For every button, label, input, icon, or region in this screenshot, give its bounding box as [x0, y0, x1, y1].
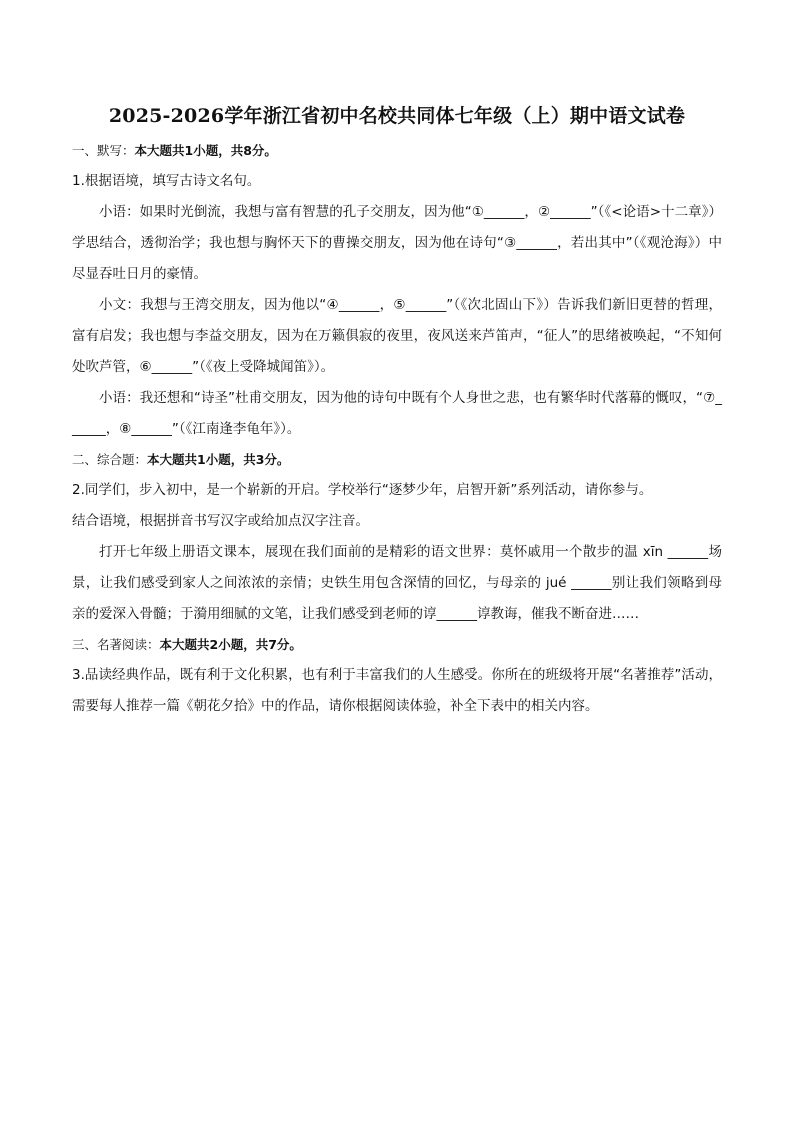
section-1-prefix: 一、默写：	[72, 143, 135, 158]
section-heading-2	[72, 445, 722, 475]
question-1-paragraph-1: 小语：如果时光倒流，我想与富有智慧的孔子交朋友，因为他“①______，②______”（《<论语>十二章》）学思结合，透彻治学；我也想与胸怀天下的曹操交朋友，因为他在诗句“③______，若出其中”（《观沧海》）中尽显吞吐日月的豪情。	[72, 204, 722, 282]
question-2-instruction: 结合语境，根据拼音书写汉字或给加点汉字注音。	[72, 513, 369, 529]
section-2-prefix: 二、综合题：	[72, 452, 148, 467]
section-3-prefix: 三、名著阅读：	[72, 637, 160, 652]
question-3: 3.品读经典作品，既有利于文化积累，也有利于丰富我们的人生感受。你所在的班级将开展“名著推荐”活动，需要每人推荐一篇《朝花夕拾》中的作品，请你根据阅读体验，补全下表中的相关内容。	[72, 667, 722, 714]
section-heading-3	[72, 630, 722, 660]
section-3-score: 本大题共2小题，共7分。	[159, 637, 302, 652]
question-2: 2.同学们，步入初中，是一个崭新的开启。学校举行“逐梦少年，启智开新”系列活动，请你参与。	[72, 482, 653, 498]
question-2-paragraph-1: 打开七年级上册语文课本，展现在我们面前的是精彩的语文世界：莫怀戚用一个散步的温 xīn ______场景，让我们感受到家人之间浓浓的亲情；史铁生用包含深情的回忆，与母亲的 jué ______别让我们领略到母亲的爱深入骨髓；于漪用细腻的文笔，让我们感受到老师的谆______谆教诲，催我不断奋进……	[72, 544, 722, 622]
section-heading-1	[72, 136, 722, 166]
document-body	[72, 100, 722, 722]
exam-title: 2025-2026学年浙江省初中名校共同体七年级（上）期中语文试卷	[108, 105, 686, 127]
section-2-score: 本大题共1小题，共3分。	[147, 452, 290, 467]
question-1-paragraph-2: 小文：我想与王湾交朋友，因为他以“④______，⑤______”（《次北固山下》）告诉我们新旧更替的哲理，富有启发；我也想与李益交朋友，因为在万籁俱寂的夜里，夜风送来芦笛声，“征人”的思绪被唤起，“不知何处吹芦管，⑥______”（《夜上受降城闻笛》）。	[72, 297, 722, 375]
question-1: 1.根据语境，填写古诗文名句。	[72, 173, 261, 189]
section-1-score: 本大题共1小题，共8分。	[134, 143, 277, 158]
question-1-paragraph-3: 小语：我还想和“诗圣”杜甫交朋友，因为他的诗句中既有个人身世之悲，也有繁华时代落幕的慨叹，“⑦______，⑧______”（《江南逢李龟年》）。	[72, 390, 722, 437]
